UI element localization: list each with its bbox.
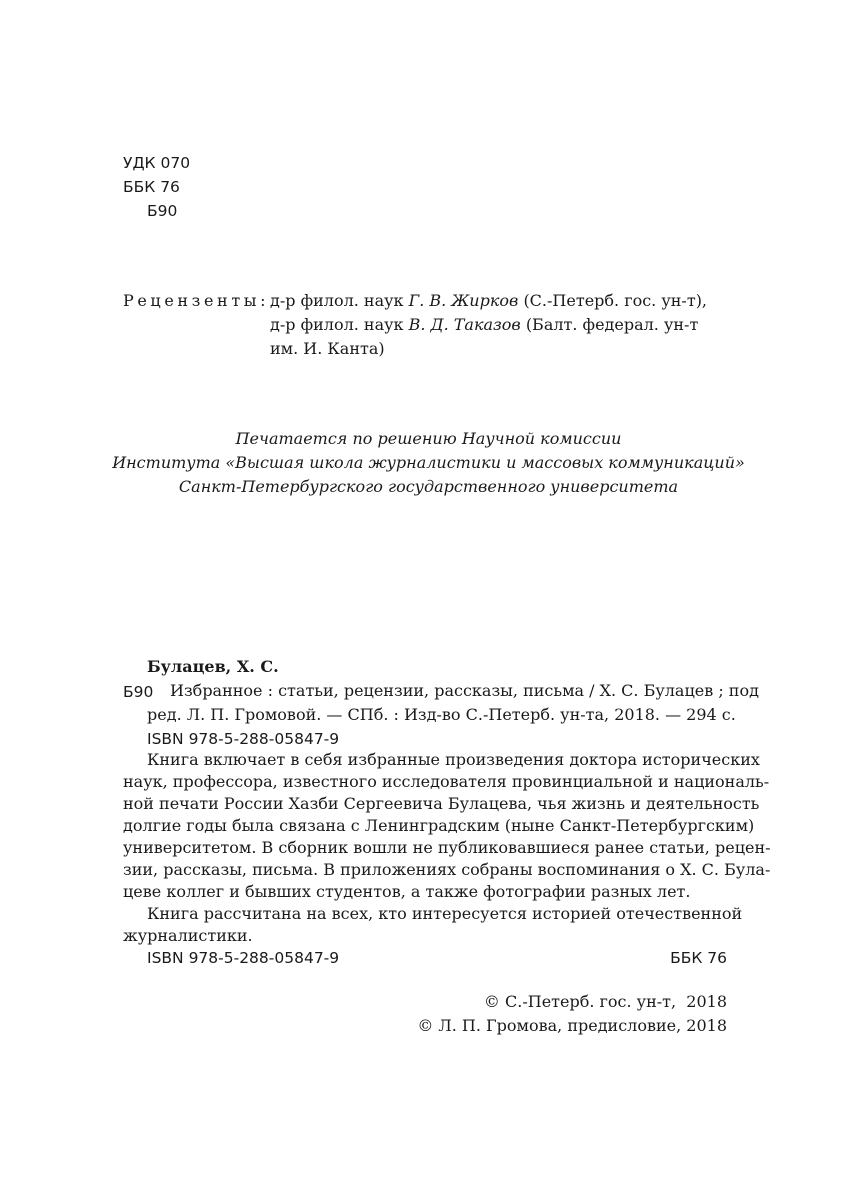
annotation-line: Книга включает в себя избранные произведения доктора исторических [147,750,760,769]
reviewer-2-name: В. Д. Таказов [408,315,521,334]
approval-line-3: Санкт-Петербургского государственного университета [178,477,679,496]
annotation-line: долгие годы была связана с Ленинградским (ныне Санкт-Петербургским) [123,816,755,835]
reviewers-label: Рецензенты: [123,291,270,310]
card-bbk-bottom: ББК 76 [670,949,727,967]
reviewers-label-line [123,291,269,311]
annotation-line: цеве коллег и бывших студентов, а также фотографии разных лет. [123,882,691,901]
copyright-foreword: © Л. П. Громова, предисловие, 2018 [417,1016,727,1035]
card-isbn-bottom: ISBN 978-5-288-05847-9 [147,949,340,967]
reviewer-1-degree: д-р филол. наук [270,291,404,310]
reviewer-2 [270,315,698,335]
reviewer-2-continued: им. И. Канта) [270,339,385,358]
approval-line-1: Печатается по решению Научной комиссии [235,429,622,448]
card-author-heading: Булацев, Х. С. [147,657,279,676]
annotation-line: наук, профессора, известного исследователя провинциальной и националь- [123,772,770,791]
reviewer-2-affiliation: (Балт. федерал. ун-т [525,315,699,334]
annotation-line: университетом. В сборник вошли не публиковавшиеся ранее статьи, рецен- [123,838,771,857]
copyright-university: © С.-Петерб. гос. ун-т, 2018 [483,992,727,1011]
reviewer-1-name: Г. В. Жирков [408,291,519,310]
annotation-line: журналистики. [123,926,253,945]
annotation-line: зии, рассказы, письма. В приложениях собраны воспоминания о Х. С. Була- [123,860,771,879]
author-mark: Б90 [147,202,178,220]
annotation-line: ной печати России Хазби Сергеевича Булацева, чья жизнь и деятельность [123,794,760,813]
card-mark: Б90 [123,683,154,701]
reviewer-2-degree: д-р филол. наук [270,315,404,334]
card-isbn-top: ISBN 978-5-288-05847-9 [147,730,340,748]
card-bib-line-2: ред. Л. П. Громовой. — СПб. : Изд-во С.-Петерб. ун-та, 2018. — 294 с. [147,705,736,724]
reviewer-1-affiliation: (С.-Петерб. гос. ун-т), [523,291,708,310]
bbk-code: ББК 76 [123,178,180,196]
approval-line-2: Института «Высшая школа журналистики и массовых коммуникаций» [112,453,745,472]
reviewer-1 [270,291,707,311]
card-bib-line-1: Избранное : статьи, рецензии, рассказы, письма / Х. С. Булацев ; под [170,681,759,700]
udk-code: УДК 070 [123,154,191,172]
annotation-line: Книга рассчитана на всех, кто интересуется историей отечественной [147,904,743,923]
